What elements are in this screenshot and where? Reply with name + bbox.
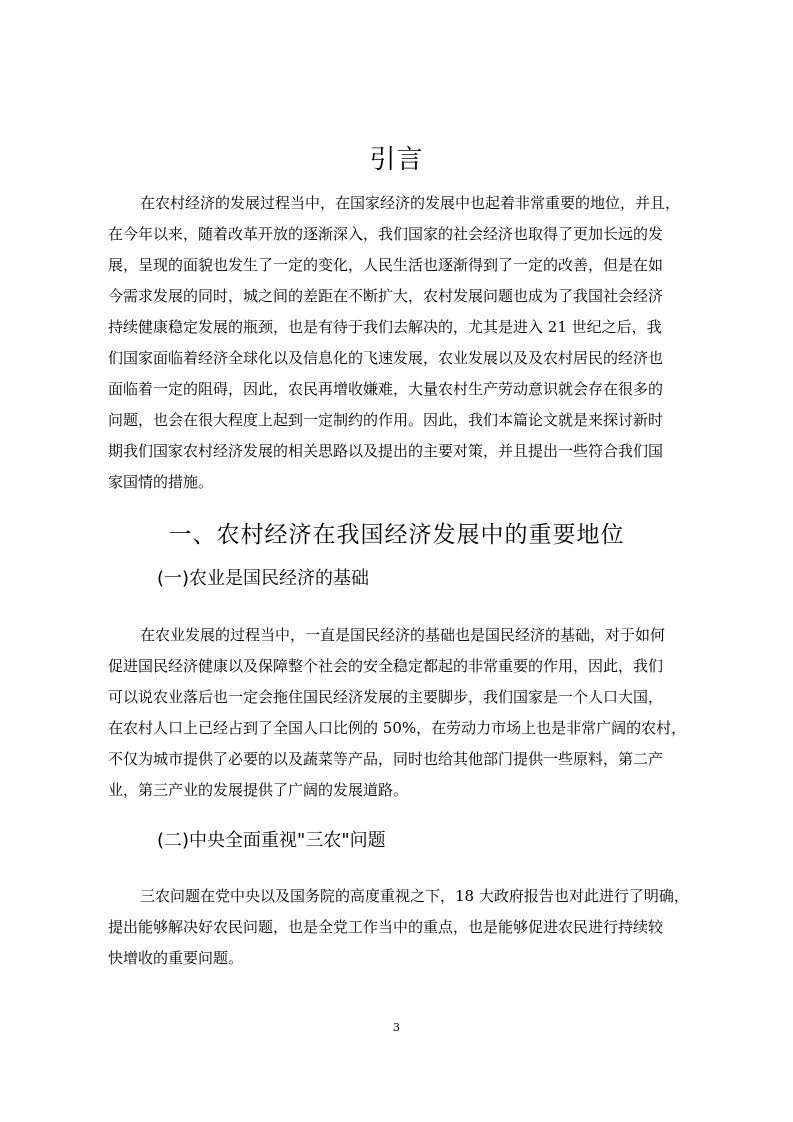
paragraph-line: 在今年以来，随着改革开放的逐渐深入，我们国家的社会经济也取得了更加长远的发 <box>108 225 664 243</box>
paragraph-line: 三农问题在党中央以及国务院的高度重视之下，18 大政府报告也对此进行了明确， <box>140 887 689 905</box>
paragraph-line: 业，第三产业的发展提供了广阔的发展道路。 <box>108 781 409 799</box>
paragraph-line: 展，呈现的面貌也发生了一定的变化，人民生活也逐渐得到了一定的改善，但是在如 <box>108 256 664 274</box>
paragraph-line: 面临着一定的阻碍，因此，农民再增收嫌难，大量农村生产劳动意识就会存在很多的 <box>108 380 664 398</box>
page-title: 引言 <box>369 145 424 175</box>
intro-paragraph <box>108 188 698 498</box>
paragraph-line: 家国情的措施。 <box>108 473 214 491</box>
paragraph-line: 提出能够解决好农民问题，也是全党工作当中的重点，也是能够促进农民进行持续较 <box>108 918 664 936</box>
paragraph-line: 可以说农业落后也一定会拖住国民经济发展的主要脚步，我们国家是一个人口大国， <box>108 688 664 706</box>
paragraph-line: 们国家面临着经济全球化以及信息化的飞速发展，农业发展以及及农村居民的经济也 <box>108 349 664 367</box>
paragraph-line: 快增收的重要问题。 <box>108 949 244 967</box>
paragraph-line: 今需求发展的同时，城之间的差距在不断扩大，农村发展问题也成为了我国社会经济 <box>108 287 664 305</box>
paragraph-line: 在农业发展的过程当中，一直是国民经济的基础也是国民经济的基础，对于如何 <box>140 626 666 644</box>
paragraph-line: 在农村人口上已经占到了全国人口比例的 50%，在劳动力市场上也是非常广阔的农村， <box>108 719 687 737</box>
paragraph-line: 期我们国家农村经济发展的相关思路以及提出的主要对策，并且提出一些符合我们国 <box>108 442 664 460</box>
agriculture-paragraph <box>108 620 698 806</box>
section-heading: 一、农村经济在我国经济发展中的重要地位 <box>168 522 625 548</box>
subsection-heading-agriculture: (一)农业是国民经济的基础 <box>157 568 370 589</box>
paragraph-line: 在农村经济的发展过程当中，在国家经济的发展中也起着非常重要的地位，并且， <box>140 194 681 212</box>
page-number: 3 <box>393 1021 400 1034</box>
paragraph-line: 问题，也会在很大程度上起到一定制约的作用。因此，我们本篇论文就是来探讨新时 <box>108 411 664 429</box>
subsection-heading-sannong: (二)中央全面重视"三农"问题 <box>157 830 386 851</box>
sannong-paragraph <box>108 881 698 974</box>
paragraph-line: 不仅为城市提供了必要的以及蔬菜等产品，同时也给其他部门提供一些原料，第二产 <box>108 750 664 768</box>
paragraph-line: 促进国民经济健康以及保障整个社会的安全稳定都起的非常重要的作用，因此，我们 <box>108 657 664 675</box>
paragraph-line: 持续健康稳定发展的瓶颈，也是有待于我们去解决的，尤其是进入 21 世纪之后，我 <box>108 318 662 336</box>
